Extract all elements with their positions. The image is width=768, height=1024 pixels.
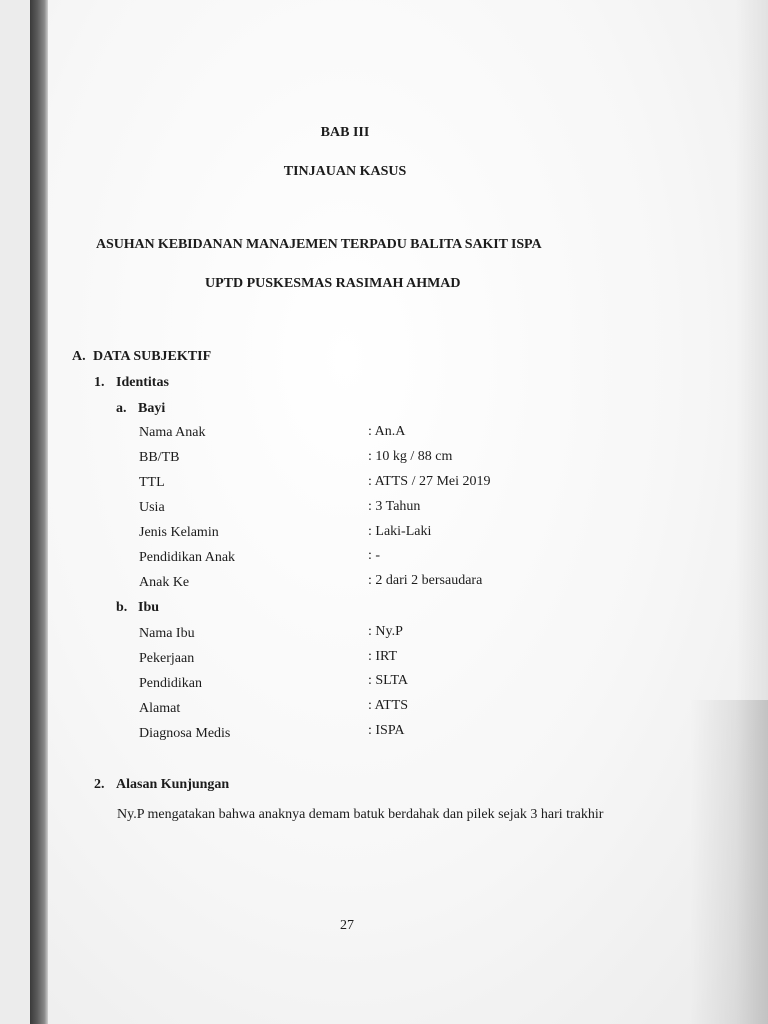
field-label: Jenis Kelamin [139,525,219,540]
shadow-overlay [690,700,768,1024]
field-value: : IRT [368,649,398,664]
page-number: 27 [340,918,354,933]
section-a-marker: A. [72,349,86,364]
field-label: Anak Ke [139,575,190,590]
visit-reason-paragraph: Ny.P mengatakan bahwa anaknya demam batuk berdahak dan pilek sejak 3 hari trakhir [117,807,604,822]
field-value: : Laki-Laki [368,524,432,539]
field-value: : ISPA [368,723,405,738]
field-label: Pendidikan [139,676,202,691]
item-1-heading: Identitas [116,375,169,390]
item-2-heading: Alasan Kunjungan [116,777,230,792]
field-label: Pendidikan Anak [139,550,236,565]
document-title-line2: UPTD PUSKESMAS RASIMAH AHMAD [205,276,461,291]
field-value: : SLTA [368,673,408,688]
chapter-heading: BAB III [320,125,370,140]
page-edge [0,0,30,1024]
field-value: : ATTS [368,698,409,713]
field-value: : 2 dari 2 bersaudara [368,573,483,588]
sub-a-marker: a. [116,401,127,416]
field-label: Usia [139,500,165,515]
sub-a-heading: Bayi [138,401,166,416]
field-label: Nama Anak [139,425,206,440]
chapter-subtitle: TINJAUAN KASUS [283,164,407,179]
item-2-marker: 2. [94,777,105,792]
field-value: : An.A [368,424,406,439]
field-value: : ATTS / 27 Mei 2019 [368,474,491,489]
sub-b-marker: b. [116,600,128,615]
field-value: : - [368,548,381,563]
field-label: Nama Ibu [139,626,195,641]
field-label: Alamat [139,701,181,716]
sub-b-heading: Ibu [138,600,160,615]
document-title-line1: ASUHAN KEBIDANAN MANAJEMEN TERPADU BALITA SAKIT ISPA [96,237,542,252]
field-value: : Ny.P [368,624,403,639]
item-1-marker: 1. [94,375,105,390]
field-value: : 3 Tahun [368,499,421,514]
section-a-heading: DATA SUBJEKTIF [93,349,212,364]
binding-spine [30,0,48,1024]
field-label: TTL [139,475,165,490]
field-value: : 10 kg / 88 cm [368,449,453,464]
field-label: Diagnosa Medis [139,726,231,741]
field-label: BB/TB [139,450,180,465]
field-label: Pekerjaan [139,651,195,666]
